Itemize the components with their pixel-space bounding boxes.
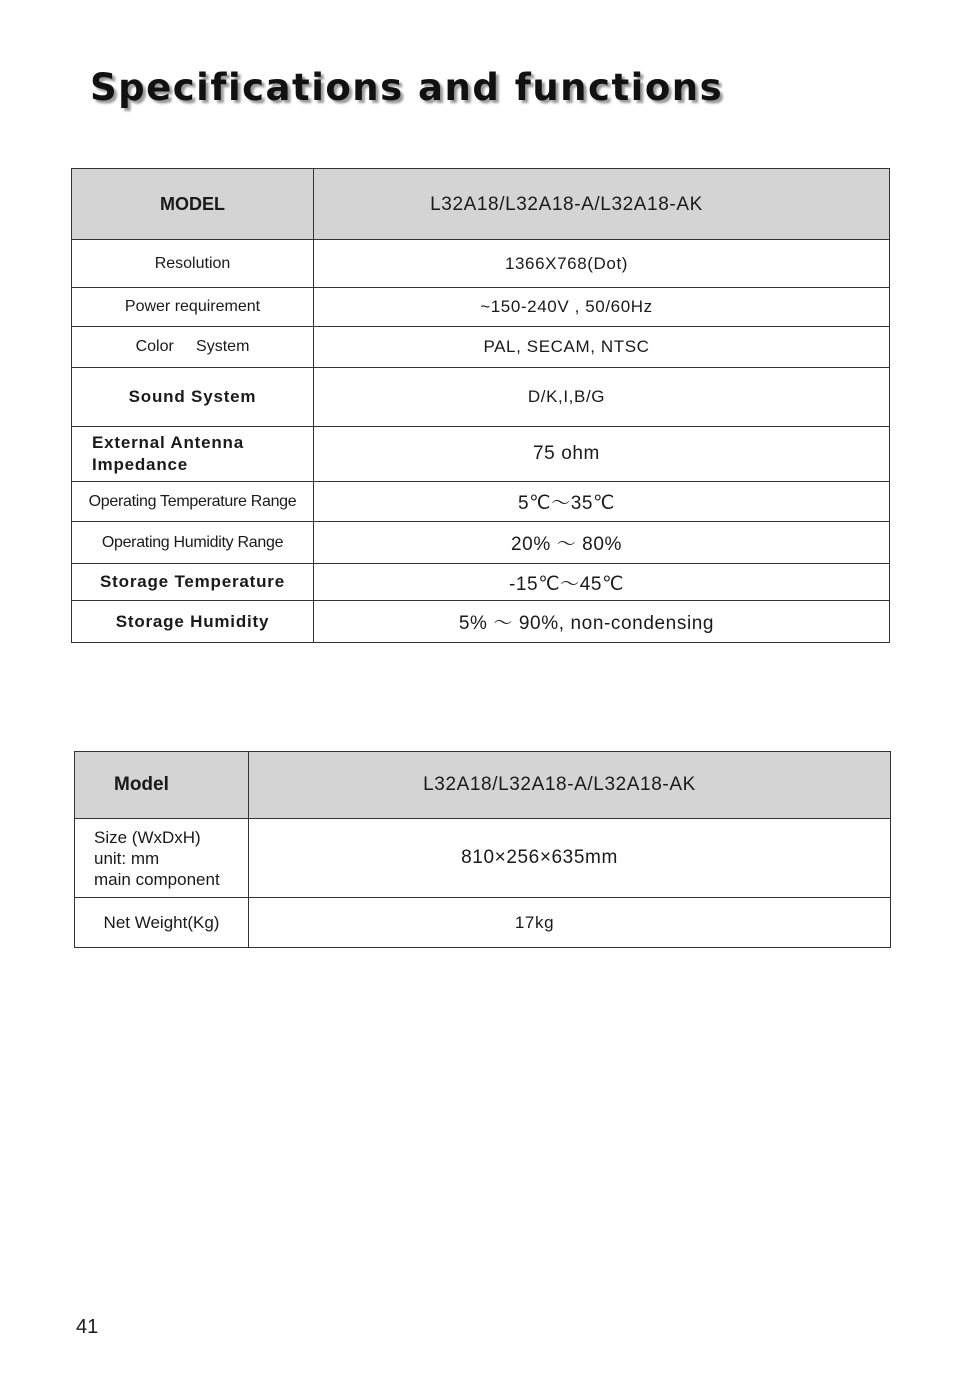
row-value: 75 ohm bbox=[314, 427, 890, 482]
row-value: ~150-240V , 50/60Hz bbox=[314, 288, 890, 327]
row-label: External Antenna Impedance bbox=[72, 427, 314, 482]
table-header-row bbox=[72, 169, 890, 240]
size-label-line: Size (WxDxH) bbox=[94, 827, 201, 847]
table-row bbox=[72, 427, 890, 482]
table-row bbox=[72, 522, 890, 564]
row-label: Operating Humidity Range bbox=[72, 522, 314, 564]
row-label: Resolution bbox=[72, 240, 314, 288]
size-label-line: main component bbox=[94, 869, 220, 889]
model-value: L32A18/L32A18-A/L32A18-AK bbox=[249, 752, 891, 819]
model-label: Model bbox=[75, 752, 249, 819]
size-value: 810×256×635mm bbox=[249, 819, 891, 898]
table-row bbox=[72, 564, 890, 601]
weight-label: Net Weight(Kg) bbox=[75, 898, 249, 948]
row-label: Color System bbox=[72, 327, 314, 368]
table-header-row bbox=[75, 752, 891, 819]
spec-table-general bbox=[71, 168, 890, 643]
row-value: 5% ～ 90%, non-condensing bbox=[314, 601, 890, 643]
row-value: -15℃～45℃ bbox=[314, 564, 890, 601]
page-number: 41 bbox=[76, 1316, 99, 1338]
table-row bbox=[75, 819, 891, 898]
row-label: Storage Temperature bbox=[72, 564, 314, 601]
page-title: Specifications and functions bbox=[90, 66, 724, 109]
row-value: 20% ～ 80% bbox=[314, 522, 890, 564]
model-label: MODEL bbox=[72, 169, 314, 240]
spec-table-dimensions bbox=[74, 751, 891, 948]
row-label: Sound System bbox=[72, 368, 314, 427]
row-value: PAL, SECAM, NTSC bbox=[314, 327, 890, 368]
row-label: Operating Temperature Range bbox=[72, 482, 314, 522]
table-row bbox=[72, 327, 890, 368]
weight-value: 17kg bbox=[249, 898, 891, 948]
table-row bbox=[72, 288, 890, 327]
size-label-line: unit: mm bbox=[94, 848, 160, 868]
table-row bbox=[72, 368, 890, 427]
table-row bbox=[72, 601, 890, 643]
model-value: L32A18/L32A18-A/L32A18-AK bbox=[314, 169, 890, 240]
table-row bbox=[75, 898, 891, 948]
row-value: 1366X768(Dot) bbox=[314, 240, 890, 288]
table-row bbox=[72, 240, 890, 288]
size-label bbox=[75, 819, 249, 898]
row-label: Storage Humidity bbox=[72, 601, 314, 643]
table-row bbox=[72, 482, 890, 522]
row-value: 5℃～35℃ bbox=[314, 482, 890, 522]
row-value: D/K,I,B/G bbox=[314, 368, 890, 427]
row-label: Power requirement bbox=[72, 288, 314, 327]
